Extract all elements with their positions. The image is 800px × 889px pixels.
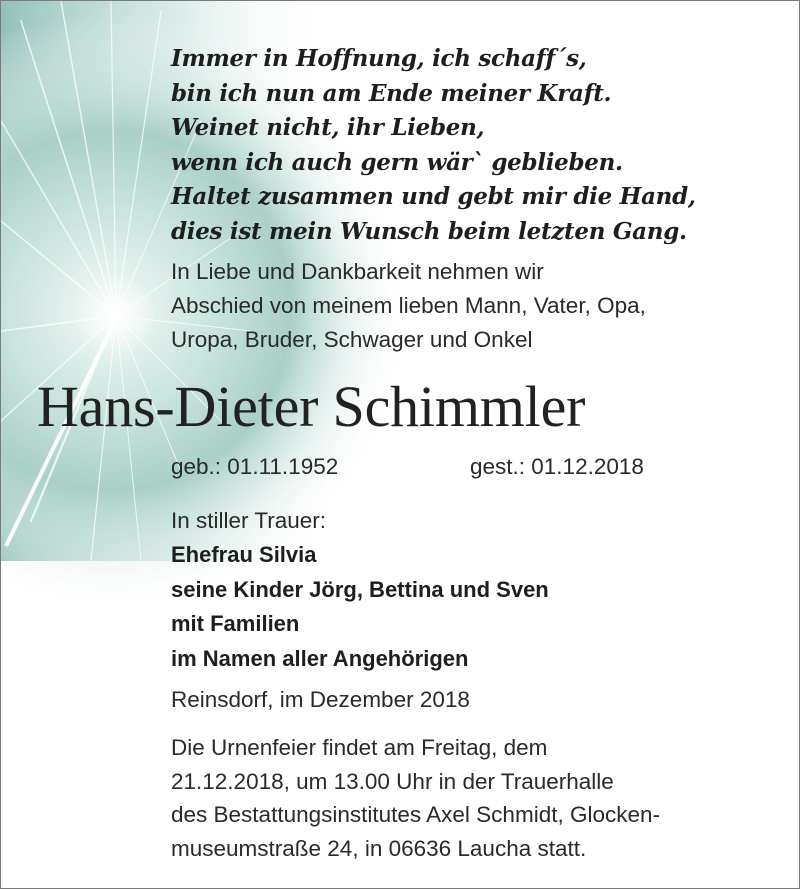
mourner-line: Ehefrau Silvia bbox=[171, 542, 317, 567]
poem-line: bin ich nun am Ende meiner Kraft. bbox=[171, 79, 612, 107]
mourner-line: mit Familien bbox=[171, 611, 300, 636]
poem-line: wenn ich auch gern wär` geblieben. bbox=[171, 148, 623, 176]
poem-line: Haltet zusammen und gebt mir die Hand, bbox=[171, 183, 696, 210]
mourners-list bbox=[171, 538, 549, 676]
deceased-name: Hans-Dieter Schimmler bbox=[37, 374, 586, 439]
farewell-intro bbox=[171, 255, 646, 357]
intro-line: Abschied von meinem lieben Mann, Vater, Opa, bbox=[171, 293, 646, 318]
poem-line: Weinet nicht, ihr Lieben, bbox=[171, 114, 485, 141]
intro-line: Uropa, Bruder, Schwager und Onkel bbox=[171, 327, 533, 352]
place-and-date: Reinsdorf, im Dezember 2018 bbox=[171, 687, 470, 712]
ceremony-line: museumstraße 24, in 06636 Laucha statt. bbox=[171, 835, 587, 861]
mourner-line: im Namen aller Angehörigen bbox=[171, 645, 469, 671]
birth-date: geb.: 01.11.1952 bbox=[171, 454, 339, 479]
mourner-line: seine Kinder Jörg, Bettina und Sven bbox=[171, 576, 549, 602]
ceremony-line: 21.12.2018, um 13.00 Uhr in der Trauerhalle bbox=[171, 768, 614, 794]
poem-line: dies ist mein Wunsch beim letzten Gang. bbox=[171, 217, 687, 245]
ceremony-line: des Bestattungsinstitutes Axel Schmidt, Glocken- bbox=[171, 802, 660, 827]
ceremony-info bbox=[171, 731, 660, 865]
ceremony-line: Die Urnenfeier findet am Freitag, dem bbox=[171, 735, 548, 760]
death-date: gest.: 01.12.2018 bbox=[470, 454, 644, 479]
mourners-heading: In stiller Trauer: bbox=[171, 508, 327, 533]
poem-line: Immer in Hoffnung, ich schaff´s, bbox=[171, 45, 587, 72]
poem-verse bbox=[171, 42, 696, 249]
intro-line: In Liebe und Dankbarkeit nehmen wir bbox=[171, 259, 544, 284]
